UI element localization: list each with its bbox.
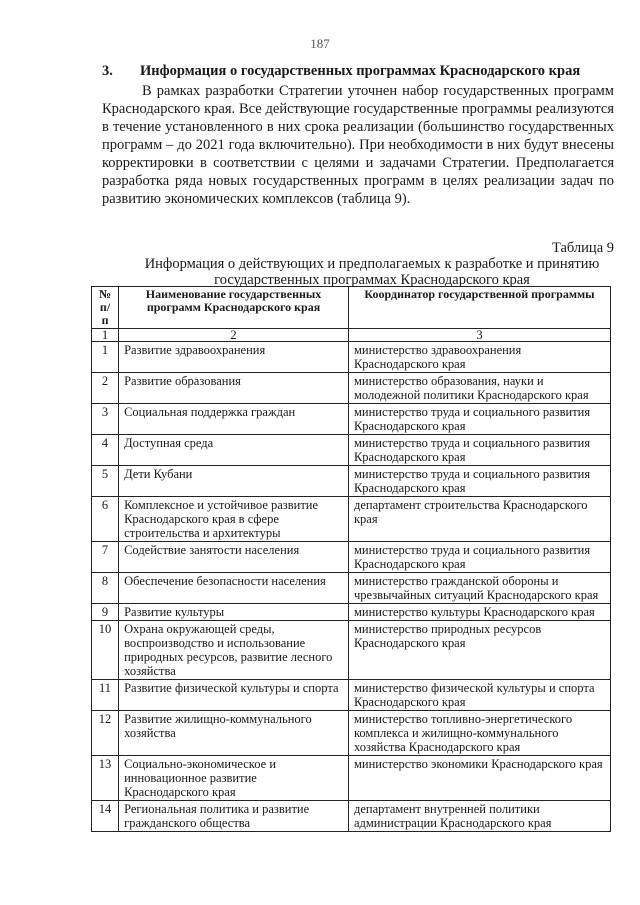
row-number: 13	[92, 756, 119, 801]
column-index: 1	[92, 329, 119, 342]
program-name: Социальная поддержка граждан	[119, 404, 349, 435]
row-number: 4	[92, 435, 119, 466]
table-row	[92, 542, 611, 573]
header-coordinator: Координатор государственной программы	[348, 287, 610, 329]
program-coordinator: министерство образования, науки и молодежной политики Краснодарского края	[348, 373, 610, 404]
program-coordinator: министерство гражданской обороны и чрезвычайных ситуаций Краснодарского края	[348, 573, 610, 604]
section-heading	[102, 62, 614, 80]
program-coordinator: министерство труда и социального развития Краснодарского края	[348, 404, 610, 435]
program-name: Комплексное и устойчивое развитие Краснодарского края в сфере строительства и архитектуры	[119, 497, 349, 542]
program-name: Социально-экономическое и инновационное развитие Краснодарского края	[119, 756, 349, 801]
program-name: Региональная политика и развитие гражданского общества	[119, 801, 349, 832]
program-coordinator: министерство топливно-энергетического комплекса и жилищно-коммунального хозяйства Краснодарского края	[348, 711, 610, 756]
table-row	[92, 497, 611, 542]
row-number: 10	[92, 621, 119, 680]
table-row	[92, 466, 611, 497]
section-number: 3.	[102, 63, 113, 79]
page-number: 187	[310, 36, 330, 51]
table-header-row	[92, 287, 611, 329]
row-number: 5	[92, 466, 119, 497]
row-number: 8	[92, 573, 119, 604]
table-title: Информация о действующих и предполагаемых к разработке и принятию государственных программах Краснодарского края	[144, 256, 600, 288]
table-row	[92, 435, 611, 466]
table-row	[92, 342, 611, 373]
program-coordinator: департамент внутренней политики администрации Краснодарского края	[348, 801, 610, 832]
program-name: Развитие здравоохранения	[119, 342, 349, 373]
program-coordinator: департамент строительства Краснодарского края	[348, 497, 610, 542]
program-coordinator: министерство здравоохранения Краснодарского края	[348, 342, 610, 373]
table-row	[92, 573, 611, 604]
row-number: 11	[92, 680, 119, 711]
table-row	[92, 621, 611, 680]
header-name: Наименование государственных программ Краснодарского края	[119, 287, 349, 329]
row-number: 12	[92, 711, 119, 756]
program-coordinator: министерство труда и социального развития Краснодарского края	[348, 435, 610, 466]
program-coordinator: министерство природных ресурсов Краснодарского края	[348, 621, 610, 680]
program-coordinator: министерство физической культуры и спорта Краснодарского края	[348, 680, 610, 711]
row-number: 3	[92, 404, 119, 435]
program-name: Дети Кубани	[119, 466, 349, 497]
row-number: 7	[92, 542, 119, 573]
header-num: № п/п	[92, 287, 119, 329]
program-name: Развитие физической культуры и спорта	[119, 680, 349, 711]
program-name: Содействие занятости населения	[119, 542, 349, 573]
section-title: Информация о государственных программах Краснодарского края	[140, 63, 581, 79]
program-coordinator: министерство культуры Краснодарского края	[348, 604, 610, 621]
table-row	[92, 680, 611, 711]
program-name: Развитие жилищно-коммунального хозяйства	[119, 711, 349, 756]
table-row	[92, 756, 611, 801]
table-row	[92, 604, 611, 621]
program-name: Развитие образования	[119, 373, 349, 404]
column-index: 3	[348, 329, 610, 342]
row-number: 2	[92, 373, 119, 404]
table-row	[92, 711, 611, 756]
row-number: 6	[92, 497, 119, 542]
program-name: Развитие культуры	[119, 604, 349, 621]
programs-table	[91, 286, 611, 832]
program-name: Охрана окружающей среды, воспроизводство и использование природных ресурсов, развитие лесного хозяйства	[119, 621, 349, 680]
section-paragraph: В рамках разработки Стратегии уточнен набор государственных программ Краснодарского края. Все действующие государственные программы реализуются в течение установленного в них срока реализации (большинство государственных программ – до 2021 года включительно). При необходимости в них будут внесены корректировки в соответствии с целями и задачами Стратегии. Предполагается разработка ряда новых государственных программ в целях реализации задач по развитию экономических комплексов (таблица 9).	[102, 83, 614, 207]
table-row	[92, 373, 611, 404]
row-number: 9	[92, 604, 119, 621]
program-coordinator: министерство труда и социального развития Краснодарского края	[348, 466, 610, 497]
table-row	[92, 801, 611, 832]
table-row	[92, 404, 611, 435]
column-index: 2	[119, 329, 349, 342]
program-name: Обеспечение безопасности населения	[119, 573, 349, 604]
column-index-row	[92, 329, 611, 342]
program-coordinator: министерство экономики Краснодарского края	[348, 756, 610, 801]
program-name: Доступная среда	[119, 435, 349, 466]
section-3	[102, 62, 614, 208]
row-number: 1	[92, 342, 119, 373]
row-number: 14	[92, 801, 119, 832]
table-label: Таблица 9	[551, 240, 614, 256]
program-coordinator: министерство труда и социального развития Краснодарского края	[348, 542, 610, 573]
